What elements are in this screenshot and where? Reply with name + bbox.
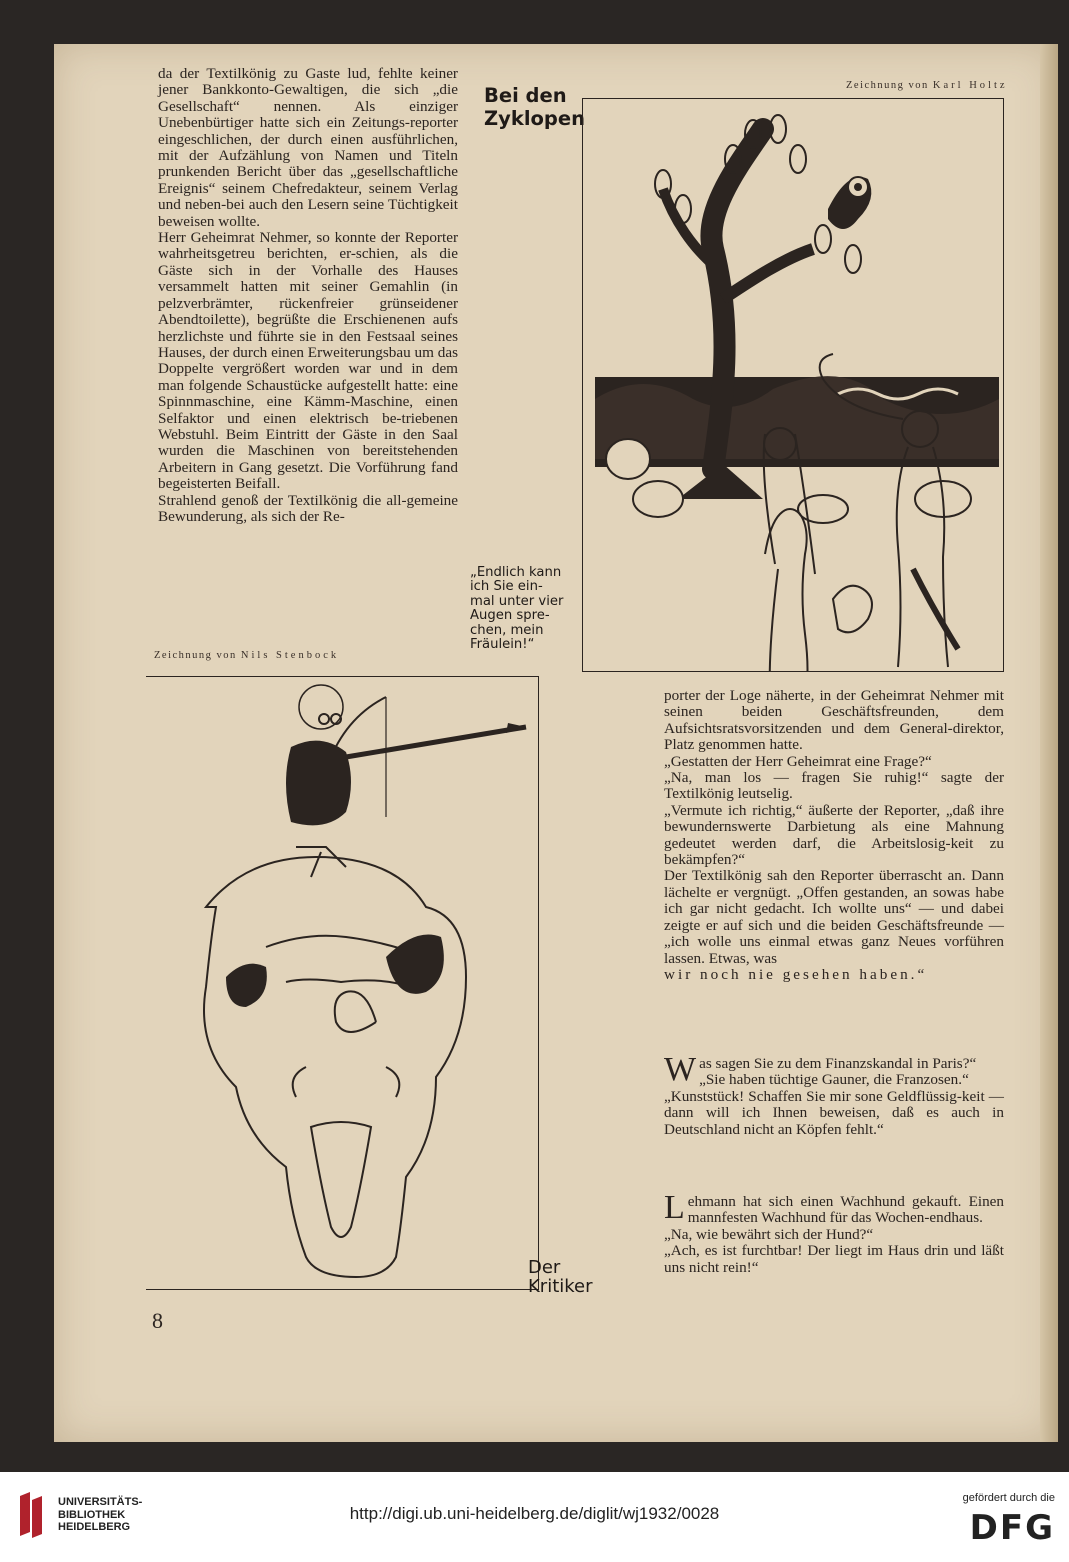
paragraph: ehmann hat sich einen Wachhund gekauft. Einen mannfesten Wachhund für das Wochen-endhaus. [687,1193,1004,1227]
drop-cap: W [664,1051,697,1088]
paragraph: Der Textilkönig sah den Reporter überrascht an. Dann lächelte er vergnügt. „Offen gestanden, an sowas habe ich gar nicht gedacht. Ich wollte uns“ — und dabei zeigte er auf sich und die beiden Geschäftsfreunde — „ich wolle uns einmal etwas ganz Neues vorführen lassen. Etwas, was [664,867,1004,967]
page-edge [1040,44,1058,1442]
caption-line: Kritiker [528,1276,593,1297]
dfg-logo[interactable]: DFG [969,1508,1055,1548]
cyclops-garden-drawing [583,99,1003,671]
illustration-credit-left [154,650,339,661]
heading-line: Bei den [484,84,567,107]
column-right [664,688,1004,983]
caption-line: Augen spre- [470,608,550,624]
paragraph: „Sie haben tüchtige Gauner, die Franzosen.“ [699,1071,969,1089]
paragraph: as sagen Sie zu dem Finanzskandal in Paris?“ [699,1055,977,1072]
critic-on-rhinoceros-drawing [146,677,538,1289]
document-url[interactable]: http://digi.ub.uni-heidelberg.de/diglit/wj1932/0028 [349,1504,720,1523]
paragraph: „Na, wie bewährt sich der Hund?“ [664,1225,874,1243]
caption-line: ich Sie ein- [470,579,543,595]
paragraph: „Na, man los — fragen Sie ruhig!“ sagte der Textilkönig leutselig. [664,769,1004,803]
credit-prefix: Zeichnung von [154,650,237,661]
logo-line: UNIVERSITÄTS- [58,1496,143,1508]
cyclops-illustration [582,98,1004,672]
column-left [158,66,458,525]
illustration-credit-top [846,80,1008,91]
logo-line: BIBLIOTHEK [58,1508,126,1521]
viewer-footer [0,1472,1069,1562]
credit-prefix: Zeichnung von [846,80,929,91]
drop-cap: L [664,1189,685,1226]
caption-line: „Endlich kann [470,565,562,580]
caption-line: Fräulein!“ [470,637,535,653]
paragraph: Herr Geheimrat Nehmer, so konnte der Reporter wahrheitsgetreu berichten, er-schien, als die Gäste sich in der Vorhalle des Hauses versammelt hatten mit seiner Gemahlin (in pelzverbrämter, rückenfreier grünseidener Abendtoilette), begrüßte die Erschienenen aufs herzlichste und führte sie in den Festsaal seines Hauses, der durch einen Erweiterungsbau um das Doppelte vergrößert worden war und in dem man folgende Schaustücke aufgestellt hatte: eine Spinnmaschine, eine Kämm-Maschine, einen Selfaktor und einen elektrisch be-triebenen Webstuhl. Beim Eintritt der Gäste in den Saal wurden die Maschinen von bereitstehenden Arbeitern in Gang gesetzt. Die Vorführung fand begeisterten Beifall. [158,229,458,493]
critic-illustration [146,676,539,1290]
paragraph: Strahlend genoß der Textilkönig die all-gemeine Bewunderung, als sich der Re- [158,491,458,525]
illustration-caption [470,566,575,652]
page-number: 8 [152,1308,163,1333]
joke-wachhund [664,1189,1004,1276]
credit-name: Nils Stenbock [240,650,340,661]
article-heading [484,84,594,130]
illustration-caption-critic [528,1258,618,1296]
joke-finanzskandal [664,1051,1004,1138]
spaced-line: wir noch nie gesehen haben.“ [664,965,928,983]
paragraph: „Vermute ich richtig,“ äußerte der Reporter, „daß ihre bewundernswerte Darbietung als eine Mahnung gedeutet werden darf, die Arbeitslosig-keit zu bekämpfen?“ [664,801,1004,869]
paragraph: „Kunststück! Schaffen Sie mir sone Geldflüssig-keit — dann will ich Ihnen beweisen, daß es auch in Deutschland nicht an Köpfen fehlt.“ [664,1087,1004,1138]
paragraph: da der Textilkönig zu Gaste lud, fehlte keiner jener Bankkonto-Gewaltigen, die sich „die Gesellschaft“ nennen. Als einziger Unebenbürtiger hatte sich ein Zeitungs-reporter eingeschlichen, der durch einen ausführlichen, mit der Aufzählung von Namen und Titeln prunkenden Bericht über das „gesellschaftliche Ereignis“ seinem Chefredakteur, seinem Verlag und neben-bei auch den Lesern seine Tüchtigkeit beweisen wollte. [158,65,458,230]
heading-line: Zyklopen [484,107,585,130]
credit-name: Karl Holtz [932,80,1008,91]
paragraph: „Ach, es ist furchtbar! Der liegt im Haus drin und läßt uns nicht rein!“ [664,1242,1004,1276]
caption-line: Der [528,1257,561,1278]
caption-line: chen, mein [470,622,544,638]
paragraph: porter der Loge näherte, in der Geheimrat Nehmer mit seinen beiden Geschäftsfreunden, dem Aufsichtsratsvorsitzenden und dem General-direktor, Platz genommen hatte. [664,687,1004,754]
caption-line: mal unter vier [470,593,564,609]
funding-label: gefördert durch die [962,1492,1055,1504]
paragraph: „Gestatten der Herr Geheimrat eine Frage?“ [664,752,932,770]
logo-line: HEIDELBERG [58,1521,131,1533]
